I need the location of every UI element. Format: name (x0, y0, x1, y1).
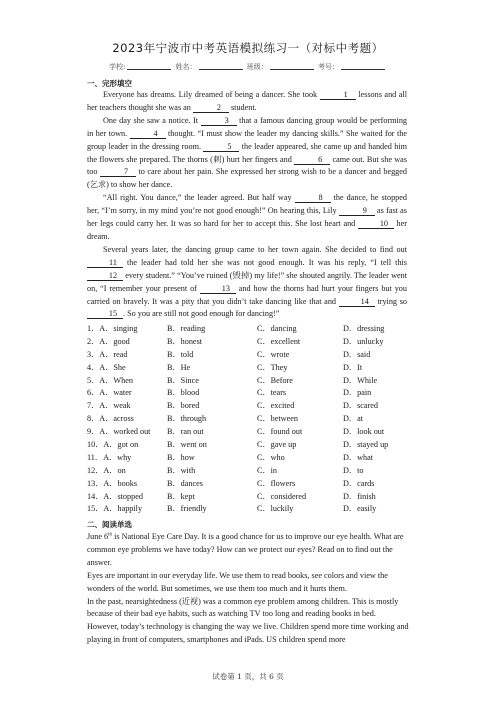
option-row (87, 375, 417, 388)
option-choice[interactable]: C．dancing (257, 324, 297, 333)
option-choice[interactable]: D．easily (343, 504, 377, 514)
option-row (87, 491, 417, 504)
options-table (87, 323, 417, 516)
option-row (87, 503, 417, 516)
option-choice[interactable]: B．ran out (167, 427, 204, 437)
option-choice[interactable]: C．tears (257, 388, 287, 398)
reading-text: is National Eye Care Day. It is a good chance for us to improve our eye health. What are common eye problems we have today? How can we protect our eyes? Read on to find out the answer. (87, 532, 404, 567)
class-blank[interactable] (270, 69, 314, 70)
option-choice[interactable]: B．He (167, 362, 191, 372)
option-choice[interactable]: D．cards (343, 478, 375, 488)
option-choice[interactable]: 1．A．singing (87, 324, 138, 333)
answer-blank[interactable]: 4 (130, 129, 166, 139)
option-choice[interactable]: D．to (343, 465, 364, 475)
option-row (87, 323, 417, 336)
option-choice[interactable]: 5．A．When (87, 375, 133, 385)
option-choice[interactable]: C．excellent (257, 336, 301, 346)
passage-text: her dream. (87, 219, 407, 241)
option-choice[interactable]: B．dances (167, 478, 203, 488)
option-choice[interactable]: C．who (257, 452, 285, 462)
section-heading-cloze: 一、完形填空 (87, 79, 132, 88)
exam-number-blank[interactable] (341, 69, 385, 70)
option-choice[interactable]: C．flowers (257, 478, 296, 488)
option-choice[interactable]: C．excited (257, 401, 295, 411)
option-choice[interactable]: 3．A．read (87, 349, 128, 359)
cloze-paragraph (87, 192, 407, 244)
passage-text: One day she saw a notice. It (103, 115, 201, 125)
answer-blank[interactable]: 10 (358, 219, 394, 229)
option-choice[interactable]: D．dressing (343, 324, 385, 333)
option-choice[interactable]: B．friendly (167, 504, 207, 514)
option-choice[interactable]: B．through (167, 414, 207, 424)
option-row (87, 439, 417, 452)
passage-text: . So you are still not good enough for dancing!” (123, 309, 280, 319)
option-choice[interactable]: B．honest (167, 336, 203, 346)
option-choice[interactable]: B．told (167, 349, 194, 359)
option-choice[interactable]: B．how (167, 452, 195, 462)
option-choice[interactable]: D．scared (343, 401, 379, 411)
answer-blank[interactable]: 14 (339, 297, 375, 307)
option-choice[interactable]: C．considered (257, 491, 307, 501)
passage-text: as fast as her legs could carry her. It was so hard for her to accept this. She lost heart and (87, 206, 407, 229)
section-heading-reading: 二、阅读单选 (87, 520, 132, 529)
option-choice[interactable]: D．It (343, 362, 363, 372)
option-choice[interactable]: 13．A．books (87, 478, 138, 488)
answer-blank[interactable]: 7 (100, 167, 136, 177)
name-label: 姓名： (175, 63, 197, 71)
passage-text: “All right. You dance,” the leader agreed. But half way (103, 193, 295, 203)
option-choice[interactable]: 6．A．water (87, 388, 132, 398)
option-choice[interactable]: D．finish (343, 491, 376, 501)
option-choice[interactable]: C．luckily (257, 504, 294, 514)
option-choice[interactable]: B．reading (167, 324, 206, 333)
option-choice[interactable]: D．look out (343, 427, 385, 437)
option-row (87, 349, 417, 362)
reading-date: June 6 (87, 532, 109, 541)
option-choice[interactable]: 15．A．happily (87, 504, 143, 514)
option-row (87, 465, 417, 478)
option-choice[interactable]: C．gave up (257, 440, 297, 450)
reading-paragraph (87, 531, 412, 570)
option-row (87, 400, 417, 413)
cloze-passage (87, 89, 407, 321)
answer-blank[interactable]: 15 (87, 309, 123, 319)
student-info-line (0, 62, 496, 72)
option-choice[interactable]: C．Before (257, 375, 293, 385)
page-footer: 试卷第 1 页，共 6 页 (212, 672, 284, 681)
cloze-paragraph (87, 89, 407, 115)
option-choice[interactable]: 8．A．across (87, 414, 134, 424)
school-label: 学校: (108, 63, 126, 71)
option-row (87, 387, 417, 400)
answer-blank[interactable]: 8 (295, 193, 331, 203)
option-row (87, 413, 417, 426)
option-choice[interactable]: C．They (257, 362, 288, 372)
passage-text: to care about her pain. She expressed her strong wish to be a dancer and begged (乞求) to show her dance. (87, 167, 407, 190)
passage-text: thought. “I must show the leader my dancing skills.” She waited for the group leader in the dressing room. (87, 128, 407, 151)
option-choice[interactable]: B．went on (167, 440, 207, 450)
passage-text: Everyone has dreams. Lily dreamed of being a dancer. She took (103, 90, 320, 99)
option-choice[interactable]: D．unlucky (343, 336, 384, 346)
reading-paragraph: In the past, nearsightedness (近视) was a common eye problem among children. This is mostly because of their bad eye habits, such as watching TV too long and reading books in bed. (87, 596, 399, 619)
option-choice[interactable]: C．wrote (257, 349, 290, 359)
passage-text: the dance, he stopped her, “I’m sorry, in my mind you’re not good enough!” On hearing this, Lily (87, 193, 407, 216)
school-blank[interactable] (127, 69, 171, 70)
passage-text: student. (228, 102, 257, 112)
option-choice[interactable]: 4．A．She (87, 362, 126, 372)
option-row (87, 362, 417, 375)
option-choice[interactable]: D．pain (343, 388, 372, 398)
passage-text: that a famous dancing group would be performing in her town. (87, 115, 408, 138)
passage-text: the leader had told her she was not good enough. It was his reply, “I tell this (123, 257, 407, 267)
page-title: 2023年宁波市中考英语模拟练习一（对标中考题） (112, 41, 384, 55)
cloze-paragraph (87, 115, 407, 192)
option-row (87, 452, 417, 465)
answer-blank[interactable]: 6 (294, 155, 330, 165)
answer-blank[interactable]: 13 (200, 284, 236, 294)
option-choice[interactable]: C．in (257, 465, 278, 475)
option-choice[interactable]: 2．A．good (87, 336, 130, 346)
answer-blank[interactable]: 2 (193, 103, 229, 113)
option-row (87, 426, 417, 439)
passage-text: every student.” “You’ve ruined (毁掉) my life!” she shouted angrily. The leader went on, “I remember your present of (87, 270, 407, 293)
option-choice[interactable]: B．Since (167, 375, 199, 385)
ordinal-suffix: th (108, 532, 113, 538)
option-row (87, 478, 417, 491)
option-choice[interactable]: D．While (343, 375, 378, 385)
answer-blank[interactable]: 9 (339, 206, 375, 216)
passage-text: the leader appeared, she came up and handed him the flowers she prepared. The thorns (刺) hurt her fingers and (87, 141, 407, 164)
passage-text: Several years later, the dancing group came to her town again. She decided to find out (103, 244, 407, 254)
option-choice[interactable]: C．found out (257, 427, 303, 437)
passage-text: and how the thorns had hurt your fingers but you carried on bravely. It was a pity that you didn’t take dancing like that and (87, 283, 407, 306)
option-choice[interactable]: B．kept (167, 491, 195, 501)
option-row (87, 336, 417, 349)
answer-blank[interactable]: 12 (87, 271, 123, 281)
answer-blank[interactable]: 5 (203, 142, 239, 152)
option-choice[interactable]: D．stayed up (343, 440, 389, 450)
passage-text: came out. But she was too (87, 154, 408, 177)
passage-text: trying so (374, 296, 408, 306)
option-choice[interactable]: B．bored (167, 401, 200, 411)
option-choice[interactable]: 11．A．why (87, 452, 132, 462)
reading-paragraph: However, today’s technology is changing the way we live. Children spend more time working and playing in front of computers, smartphones and iPads. US children spend more (87, 622, 409, 645)
option-choice[interactable]: 14．A．stopped (87, 491, 143, 501)
option-choice[interactable]: D．said (343, 349, 371, 359)
reading-passage (87, 531, 412, 647)
cloze-paragraph (87, 244, 407, 321)
option-choice[interactable]: 9．A．worked out (87, 427, 151, 437)
passage-text: lessons and all her teachers thought she was an (87, 90, 407, 112)
class-label: 班级： (246, 63, 268, 71)
option-choice[interactable]: 10．A．got on (87, 440, 139, 450)
option-choice[interactable]: C．between (257, 414, 298, 424)
option-choice[interactable]: 7．A．weak (87, 401, 131, 411)
option-choice[interactable]: B．blood (167, 388, 200, 398)
option-choice[interactable]: B．with (167, 465, 196, 475)
reading-paragraph: Eyes are important in our everyday life. We use them to read books, see colors and view the wonders of the world. But sometimes, we use them too much and it hurts them. (87, 570, 388, 593)
option-choice[interactable]: D．at (343, 414, 364, 424)
exam-number-label: 考号： (318, 63, 340, 71)
answer-blank[interactable]: 3 (201, 116, 237, 126)
answer-blank[interactable]: 11 (87, 258, 123, 268)
answer-blank[interactable]: 1 (320, 90, 356, 100)
option-choice[interactable]: D．what (343, 452, 374, 462)
name-blank[interactable] (199, 69, 243, 70)
option-choice[interactable]: 12．A．on (87, 465, 126, 475)
